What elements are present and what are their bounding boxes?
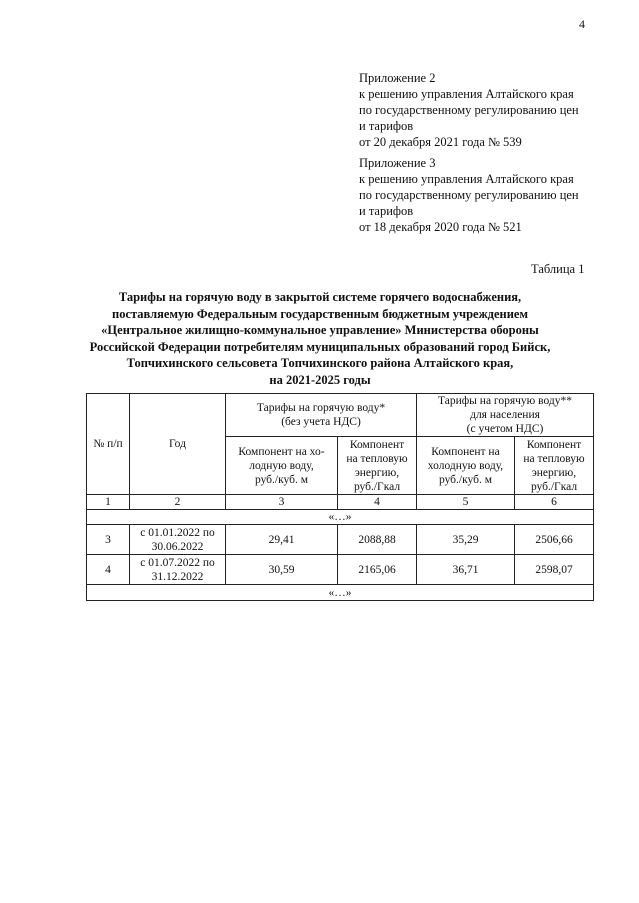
title-line: Тарифы на горячую воду в закрытой системе горячего водоснабжения, (118, 290, 522, 304)
row-cold-no-vat: 30,59 (226, 555, 338, 585)
row-cold-population: 35,29 (417, 525, 515, 555)
header-cold-component-population: Компонент на холодную воду, руб./куб. м (417, 437, 515, 495)
row-heat-population: 2506,66 (515, 525, 594, 555)
ellipsis-cell: «…» (87, 585, 594, 601)
row-heat-population: 2598,07 (515, 555, 594, 585)
row-period: с 01.07.2022 по 31.12.2022 (130, 555, 226, 585)
appendix-3-title: Приложение 3 (359, 156, 436, 170)
column-number: 4 (338, 495, 417, 510)
row-period: с 01.01.2022 по 30.06.2022 (130, 525, 226, 555)
row-num: 3 (87, 525, 130, 555)
row-cold-no-vat: 29,41 (226, 525, 338, 555)
ellipsis-row (87, 510, 594, 525)
ellipsis-cell: «…» (87, 510, 594, 525)
appendix-2-title: Приложение 2 (359, 71, 436, 85)
table-row (87, 525, 594, 555)
appendix-2-date: от 20 декабря 2021 года № 539 (359, 135, 522, 149)
header-group-population: Тарифы на горячую воду** для населения (с учетом НДС) (417, 394, 594, 437)
column-number-row (87, 495, 594, 510)
appendix-3-block (359, 155, 619, 235)
title-line: поставляемую Федеральным государственным бюджетным учреждением (112, 306, 528, 321)
appendix-3-date: от 18 декабря 2020 года № 521 (359, 220, 522, 234)
column-number: 1 (87, 495, 130, 510)
title-line: Российской Федерации потребителям муниципальных образований город Бийск, (89, 339, 551, 354)
document-title (60, 289, 580, 388)
title-line: на 2021-2025 годы (269, 372, 371, 387)
appendix-3-line: по государственному регулированию цен (359, 188, 579, 202)
row-cold-population: 36,71 (417, 555, 515, 585)
tariffs-table (86, 393, 594, 601)
appendix-3-line: к решению управления Алтайского края (359, 172, 574, 186)
column-number: 2 (130, 495, 226, 510)
column-number: 5 (417, 495, 515, 510)
header-heat-component-no-vat: Компонент на тепловую энергию, руб./Гкал (338, 437, 417, 495)
row-num: 4 (87, 555, 130, 585)
page-number: 4 (579, 17, 585, 31)
table-label: Таблица 1 (531, 262, 585, 276)
row-heat-no-vat: 2165,06 (338, 555, 417, 585)
ellipsis-row (87, 585, 594, 601)
appendix-2-line: к решению управления Алтайского края (359, 87, 574, 101)
title-line: Топчихинского сельсовета Топчихинского района Алтайского края, (126, 356, 514, 370)
header-group-no-vat: Тарифы на горячую воду* (без учета НДС) (226, 394, 417, 437)
column-number: 3 (226, 495, 338, 510)
table-header-row (87, 394, 594, 437)
appendix-2-line: и тарифов (359, 119, 414, 133)
header-num: № п/п (87, 394, 130, 495)
row-heat-no-vat: 2088,88 (338, 525, 417, 555)
header-cold-component-no-vat: Компонент на хо- лодную воду, руб./куб. м (226, 437, 338, 495)
header-heat-component-population: Компонент на тепловую энергию, руб./Гкал (515, 437, 594, 495)
header-year: Год (130, 394, 226, 495)
appendix-2-line: по государственному регулированию цен (359, 103, 579, 117)
appendix-2-block (359, 70, 619, 150)
table-row (87, 555, 594, 585)
appendix-3-line: и тарифов (359, 204, 414, 218)
title-line: «Центральное жилищно-коммунальное управление» Министерства обороны (101, 323, 539, 337)
column-number: 6 (515, 495, 594, 510)
